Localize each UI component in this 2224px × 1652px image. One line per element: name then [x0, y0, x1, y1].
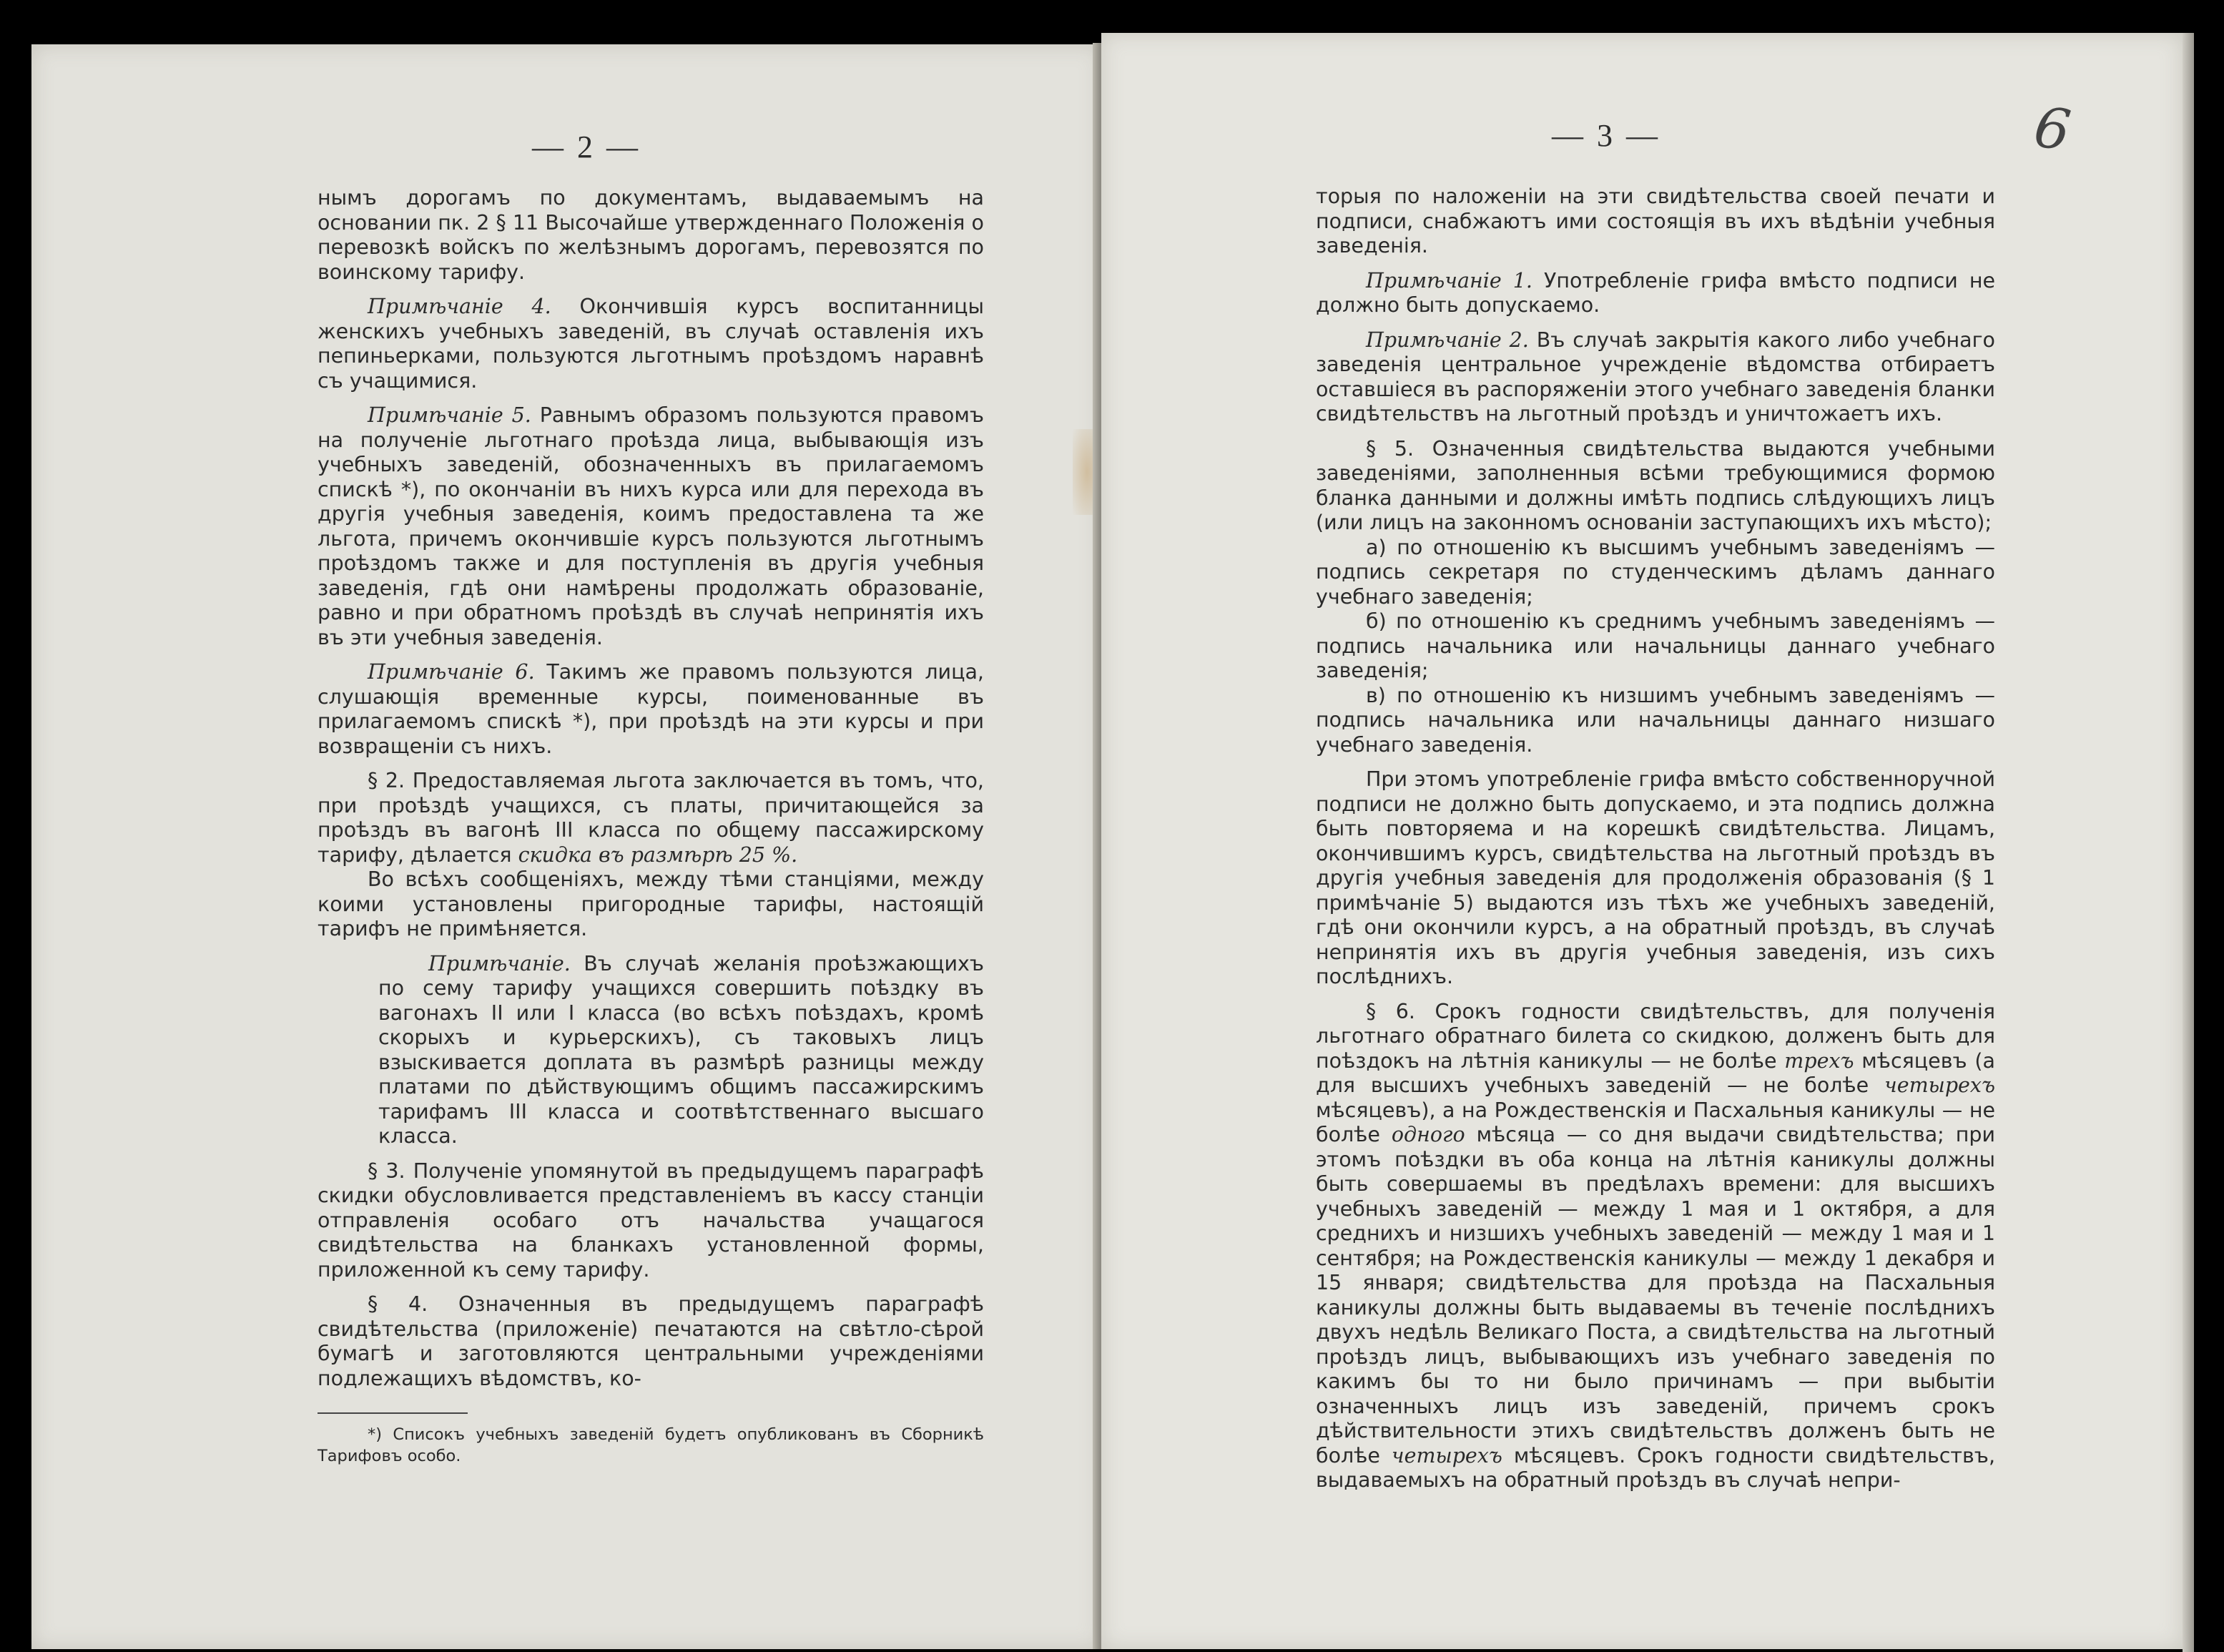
right-page-text	[1316, 185, 1995, 1503]
section-2-text: § 2. Предоставляемая льгота заключается въ томъ, что, при проѣздѣ учащихся, съ платы, причитающейся за проѣздъ въ вагонѣ III класса по общему пассажирскому тарифу, дѣлается	[318, 769, 984, 867]
section-5-item-a: а) по отношенію къ высшимъ учебнымъ заведеніямъ — подпись секретаря по студенческимъ дѣламъ даннаго учебнаго заведенія;	[1316, 535, 1995, 609]
left-page	[31, 44, 1101, 1649]
note-6-title: Примѣчаніе 6.	[368, 660, 535, 684]
note-5	[318, 403, 984, 650]
right-page	[1101, 33, 2183, 1649]
note-5-title: Примѣчаніе 5.	[368, 403, 531, 427]
page-stack-edge	[2183, 33, 2194, 1652]
note-4-body: Окончившія курсъ воспитанницы женскихъ учебныхъ заведеній, въ случаѣ оставленія ихъ пепиньерками, пользуются льготнымъ проѣздомъ наравнѣ съ учащимися.	[318, 295, 984, 393]
note-2-body: Въ случаѣ закрытія какого либо учебнаго заведенія центральное учрежденіе вѣдомства отбираетъ оставшіеся въ распоряженіи этого учебнаго заведенія бланки свидѣтельствъ на льготный проѣздъ и уничтожаетъ ихъ.	[1316, 328, 1995, 426]
note-1-body: Употребленіе грифа вмѣсто подписи не должно быть допускаемо.	[1316, 268, 1995, 317]
note-1-title: Примѣчаніе 1.	[1366, 268, 1532, 292]
paragraph-continuation: торыя по наложеніи на эти свидѣтельства своей печати и подписи, снабжаютъ ими состоящія въ ихъ вѣдѣніи учебныя заведенія.	[1316, 185, 1995, 257]
section-5-item-b: б) по отношенію къ среднимъ учебнымъ заведеніямъ — подпись начальника или начальницы даннаго учебнаго заведенія;	[1316, 609, 1995, 682]
section-6-emph-1: трехъ	[1784, 1048, 1854, 1073]
note-4-title: Примѣчаніе 4.	[368, 295, 551, 318]
left-page-text	[318, 186, 984, 1477]
note-section-2-body: Въ случаѣ желанія проѣзжающихъ по сему тарифу учащихся совершить поѣздку въ вагонахъ II или I класса (во всѣхъ поѣздахъ, кромѣ скорыхъ и курьерскихъ), съ таковыхъ лицъ взыскивается доплата въ размѣрѣ разницы между платами по дѣйствующимъ общимъ пассажирскимъ тарифамъ III класса и соотвѣтственнаго высшаго класса.	[378, 951, 984, 1148]
note-section-2	[378, 952, 984, 1149]
note-6-body: Такимъ же правомъ пользуются лица, слушающія временные курсы, поименованные въ прилагаемомъ спискѣ *), при проѣздѣ на эти курсы и при возвращеніи съ нихъ.	[318, 660, 984, 758]
section-6-emph-2: четырехъ	[1884, 1073, 1995, 1097]
note-2-title: Примѣчаніе 2.	[1366, 328, 1529, 352]
note-1	[1316, 269, 1995, 318]
note-5-body: Равнымъ образомъ пользуются правомъ на полученіе льготнаго проѣзда лица, выбывающія изъ учебныхъ заведеній, обозначенныхъ въ прилагаемомъ спискѣ *), по окончаніи въ нихъ курса или для перехода въ другія учебныя заведенія, коимъ предоставлена та же льгота, причемъ окончившіе курсъ пользуются льготнымъ проѣздомъ также и для поступленія въ другія учебныя заведенія, гдѣ они намѣрены продолжать образованіе, равно и при обратномъ проѣздѣ въ случаѣ непринятія ихъ въ эти учебныя заведенія.	[318, 403, 984, 649]
section-6-text-e: мѣсяцевъ. Срокъ годности свидѣтельствъ, выдаваемыхъ на обратный проѣздъ въ случаѣ непри-	[1316, 1443, 1996, 1492]
page-number-left: — 2 —	[532, 129, 641, 164]
page-number-right: — 3 —	[1552, 118, 1660, 153]
paragraph-continuation: нымъ дорогамъ по документамъ, выдаваемымъ на основании пк. 2 § 11 Высочайше утвержденнаго Положенія о перевозкѣ войскъ по желѣзнымъ дорогамъ, перевозятся по воинскому тарифу.	[318, 186, 984, 284]
section-6-text-d: мѣсяца — со дня выдачи свидѣтельства; при этомъ поѣздки въ оба конца на лѣтнія каникулы должны быть совершаемы въ предѣлахъ времени: для высшихъ учебныхъ заведеній — между 1 мая и 1 октября, а для среднихъ и низшихъ учебныхъ заведеній — между 1 мая и 1 сентября; на Рождественскія каникулы — между 1 декабря и 15 января; свидѣтельства для проѣзда на Пасхальныя каникулы должны быть выдаваемы въ теченіе послѣднихъ двухъ недѣль Великаго Поста, а свидѣтельства на льготный проѣздъ лицъ, выбывающихъ изъ учебнаго заведенія по какимъ бы то ни было причинамъ — при выбытіи означенныхъ лицъ изъ заведеній, причемъ срокъ дѣйствительности этихъ свидѣтельствъ долженъ быть не болѣе	[1316, 1123, 1995, 1467]
handwritten-page-mark: 6	[2029, 94, 2075, 164]
section-5: § 5. Означенныя свидѣтельства выдаются учебными заведеніями, заполненныя всѣми требующимися формою бланка данными и должны имѣть подпись слѣдующихъ лицъ (или лицъ на законномъ основаніи заступающихъ ихъ мѣсто);	[1316, 436, 1995, 534]
section-6-text-a: § 6. Срокъ годности свидѣтельствъ, для полученія льготнаго обратнаго билета со скидкою, долженъ быть для поѣздокъ на лѣтнія каникулы — не болѣе	[1316, 999, 1995, 1073]
section-2-discount: скидка въ размѣрѣ 25 %.	[518, 842, 798, 867]
section-6-emph-4: четырехъ	[1391, 1443, 1502, 1467]
section-2	[318, 769, 984, 867]
note-4	[318, 295, 984, 393]
section-6	[1316, 1000, 1995, 1493]
note-6	[318, 660, 984, 759]
section-6-emph-3: одного	[1391, 1123, 1465, 1146]
note-section-2-title: Примѣчаніе.	[428, 951, 571, 975]
section-5-rules: При этомъ употребленіе грифа вмѣсто собственноручной подписи не должно быть допускаемо, и эта подпись должна быть повторяема и на корешкѣ свидѣтельства. Лицамъ, окончившимъ курсъ, свидѣтельства на льготный проѣздъ въ другія учебныя заведенія для продолженія образованія (§ 1 примѣчаніе 5) выдаются изъ тѣхъ же учебныхъ заведеній, гдѣ они окончили курсъ, а на обратный проѣздъ, въ случаѣ непринятія ихъ въ другія учебныя заведенія, изъ сихъ послѣднихъ.	[1316, 767, 1995, 988]
section-6-text-b: мѣсяцевъ (а для высшихъ учебныхъ заведеній — не болѣе	[1316, 1048, 1995, 1097]
section-5-item-c: в) по отношенію къ низшимъ учебнымъ заведеніямъ — подпись начальника или начальницы даннаго низшаго учебнаго заведенія.	[1316, 683, 1995, 757]
section-3: § 3. Полученіе упомянутой въ предыдущемъ параграфѣ скидки обусловливается представленіемъ въ кассу станціи отправленія особаго отъ начальства учащагося свидѣтельства на бланкахъ установленной формы, приложенной къ сему тарифу.	[318, 1159, 984, 1282]
section-6-text-c: мѣсяцевъ), а на Рождественскія и Пасхальныя каникулы — не болѣе	[1316, 1098, 1995, 1146]
footnote: *) Списокъ учебныхъ заведеній будетъ опубликованъ въ Сборникѣ Тарифовъ особо.	[318, 1425, 984, 1465]
footnote-divider	[318, 1412, 468, 1414]
section-4: § 4. Означенныя въ предыдущемъ параграфѣ свидѣтельства (приложеніе) печатаются на свѣтло-сѣрой бумагѣ и заготовляются центральными учрежденіями подлежащихъ вѣдомствъ, ко-	[318, 1292, 984, 1390]
note-2	[1316, 328, 1995, 427]
section-2-exception: Во всѣхъ сообщеніяхъ, между тѣми станціями, между коими установлены пригородные тарифы, настоящій тарифъ не примѣняется.	[318, 867, 984, 940]
